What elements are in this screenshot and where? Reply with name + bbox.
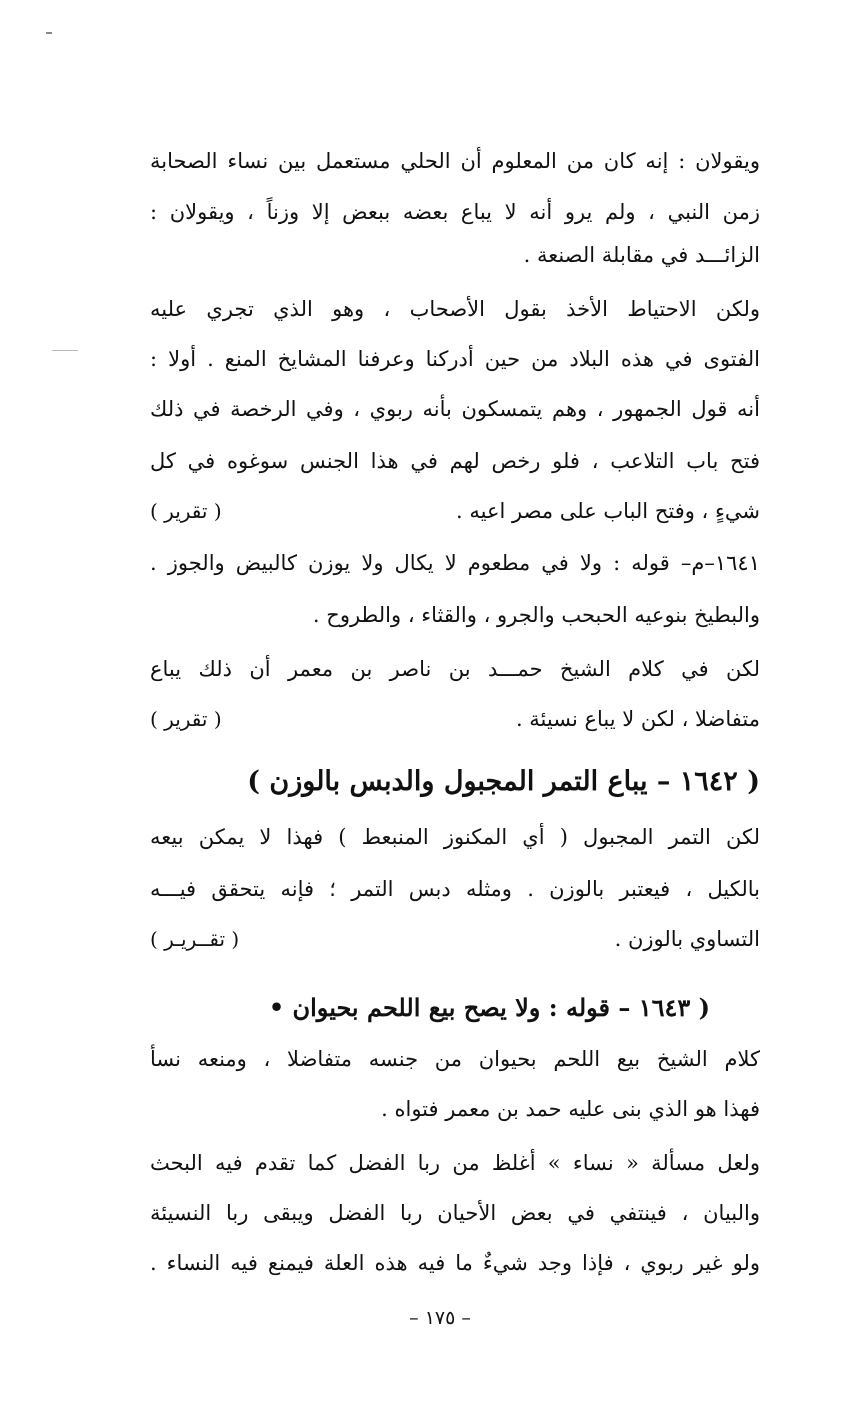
- paragraph-1-line-1: ويقولان : إنه كان من المعلوم أن الحلي مستعمل بين نساء الصحابة: [150, 149, 760, 173]
- paragraph-4-line-1: لكن في كلام الشيخ حمـــد بن ناصر بن معمر أن ذلك يباع: [150, 657, 760, 681]
- paragraph-5-line-1: لكن التمر المجبول ( أي المكنوز المنبعط ) فهذا لا يمكن بيعه: [150, 825, 760, 849]
- source-tag: ( تقــريـر ): [150, 927, 240, 951]
- paragraph-4-line-2: متفاضلا ، لكن لا يباع نسيئة .: [515, 707, 760, 731]
- scan-speck: [46, 32, 52, 34]
- paragraph-6-line-1: كلام الشيخ بيع اللحم بحيوان من جنسه متفاضلا ، ومنعه نسأ: [150, 1047, 760, 1071]
- paragraph-5-line-3: التساوي بالوزن .: [614, 927, 760, 951]
- paragraph-6-line-2: فهذا هو الذي بنى عليه حمد بن معمر فتواه .: [381, 1097, 760, 1121]
- scan-speck: [52, 350, 78, 351]
- paragraph-3-line-1: ١٦٤١–م– قوله : ولا في مطعوم لا يكال ولا يوزن كالبيض والجوز .: [150, 551, 760, 575]
- section-heading-1642: ( ١٦٤٢ – يباع التمر المجبول والدبس بالوزن ): [247, 766, 760, 797]
- section-heading-1643: ( ١٦٤٣ – قوله : ولا يصح بيع اللحم بحيوان •: [268, 993, 710, 1022]
- paragraph-2-line-4: فتح باب التلاعب ، فلو رخص لهم في هذا الجنس سوغوه في كل: [150, 449, 760, 473]
- paragraph-7-line-3: ولو غير ربوي ، فإذا وجد شيءٌ ما فيه هذه العلة فيمنع فيه النساء .: [150, 1251, 760, 1275]
- page-number: – ١٧٥ –: [409, 1307, 471, 1329]
- paragraph-7-line-1: ولعل مسألة « نساء » أغلظ من ربا الفضل كما تقدم فيه البحث: [150, 1151, 760, 1175]
- paragraph-2-line-1: ولكن الاحتياط الأخذ بقول الأصحاب ، وهو الذي تجري عليه: [150, 297, 760, 321]
- paragraph-1-line-2: زمن النبي ، ولم يرو أنه لا يباع بعضه ببعض إلا وزناً ، ويقولان :: [150, 200, 760, 224]
- paragraph-2-line-2: الفتوى في هذه البلاد من حين أدركنا وعرفنا المشايخ المنع . أولا :: [150, 347, 760, 371]
- paragraph-2-line-5: شيءٍ ، وفتح الباب على مصر اعيه .: [456, 499, 760, 523]
- paragraph-5-line-2: بالكيل ، فيعتبر بالوزن . ومثله دبس التمر ؛ فإنه يتحقق فيـــه: [150, 877, 760, 901]
- source-tag: ( تقرير ): [150, 499, 222, 523]
- paragraph-1-line-3: الزائـــد في مقابلة الصنعة .: [523, 243, 760, 267]
- paragraph-7-line-2: والبيان ، فينتفي في بعض الأحيان ربا الفضل ويبقى ربا النسيئة: [150, 1201, 760, 1225]
- source-tag: ( تقرير ): [150, 707, 222, 731]
- paragraph-3-line-2: والبطيخ بنوعيه الحبحب والجرو ، والقثاء ، والطروح .: [312, 603, 760, 627]
- paragraph-2-line-3: أنه قول الجمهور ، وهم يتمسكون بأنه ربوي ، وفي الرخصة في ذلك: [150, 397, 760, 421]
